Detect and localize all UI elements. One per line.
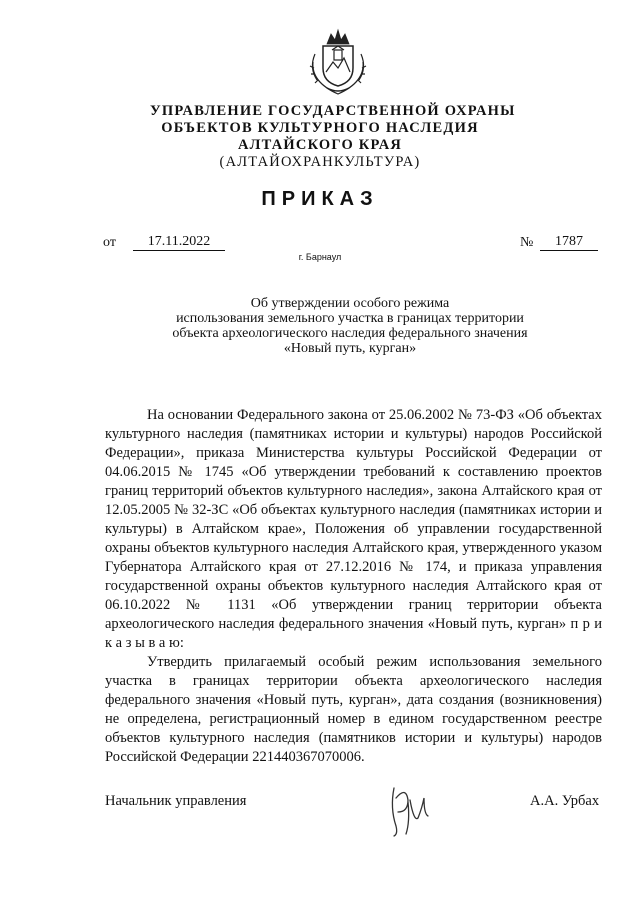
signer-name: А.А. Урбах [530, 793, 600, 809]
subject-line: объекта археологического наследия федерального значения [172, 326, 528, 341]
body-paragraph: Утвердить прилагаемый особый режим использования земельного участка в границах территории объекта археологического наследия федерального значения «Новый путь, курган», дата создания (возникновения) не определена, регистрационный номер в едином государственном реестре объектов культурного наследия (памятников истории и культуры) народов Российской Федерации 221440367070006. [105, 654, 602, 765]
handwritten-signature [380, 778, 440, 840]
subject-line: «Новый путь, курган» [283, 341, 417, 356]
organization-name-line: УПРАВЛЕНИЕ ГОСУДАРСТВЕННОЙ ОХРАНЫ [150, 103, 516, 119]
document-city: г. Барнаул [298, 252, 342, 262]
signer-position: Начальник управления [105, 793, 247, 809]
organization-abbreviation: (АЛТАЙОХРАНКУЛЬТУРА) [219, 154, 421, 170]
document-title: ПРИКАЗ [261, 188, 379, 210]
organization-name-line: АЛТАЙСКОГО КРАЯ [237, 137, 403, 153]
coat-of-arms-emblem [305, 24, 371, 98]
organization-header [150, 103, 516, 171]
document-subject [140, 296, 560, 356]
number-label: № [520, 235, 534, 250]
organization-name-line: ОБЪЕКТОВ КУЛЬТУРНОГО НАСЛЕДИЯ [161, 120, 479, 136]
document-date: 17.11.2022 [133, 234, 225, 251]
document-body [105, 406, 602, 767]
body-paragraph: На основании Федерального закона от 25.06.2002 № 73-ФЗ «Об объектах культурного наследия (памятниках истории и культуры) народов Российской Федерации», приказа Министерства культуры Российской Федерации от 04.06.2015 № 1745 «Об утверждении требований к составлению проектов границ территорий объектов культурного наследия», закона Алтайского края от 12.05.2005 № 32-ЗС «Об объектах культурного наследия (памятниках истории и культуры) в Алтайском крае», Положения об управлении государственной охраны объектов культурного наследия Алтайского края, утвержденного указом Губернатора Алтайского края от 27.12.2016 № 174, и приказа управления государственной охраны объектов культурного наследия Алтайского края от 06.10.2022 № 1131 «Об утверждении границ территории объекта археологического наследия федерального значения «Новый путь, курган» п р и к а з ы в а ю: [105, 407, 602, 651]
document-number: 1787 [540, 234, 598, 251]
subject-line: Об утверждении особого режима [250, 296, 450, 311]
subject-line: использования земельного участка в границах территории [176, 311, 524, 326]
date-label: от [103, 235, 116, 250]
